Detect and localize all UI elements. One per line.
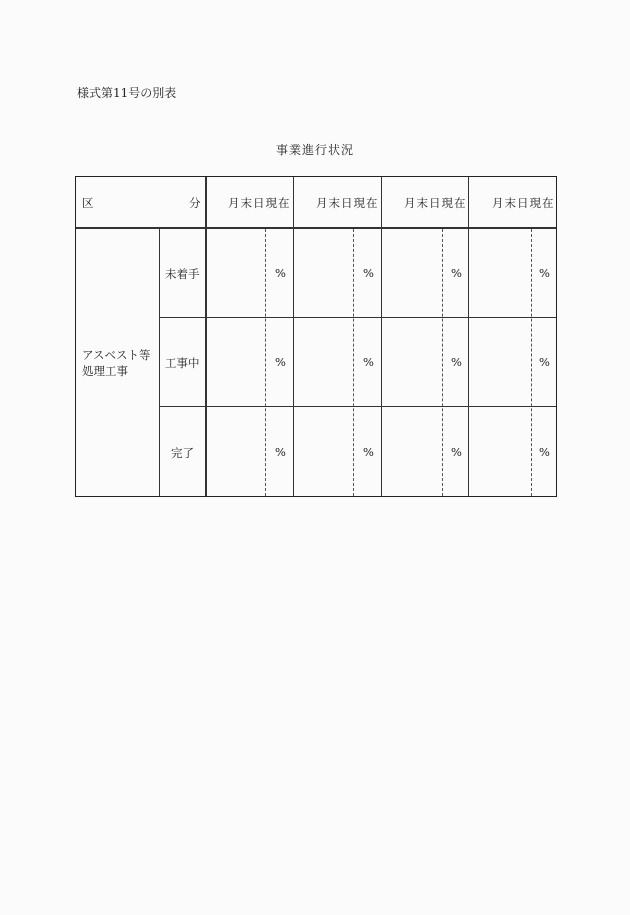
- header-period-3: 月末日現在: [404, 196, 467, 210]
- row-label-in-progress: 工事中: [165, 356, 200, 370]
- group-column-divider: [159, 228, 160, 496]
- header-period-2: 月末日現在: [316, 196, 379, 210]
- dashed-guide: [531, 229, 532, 496]
- percent-cell: %: [451, 445, 462, 459]
- period-column-divider: [468, 177, 469, 496]
- percent-cell: %: [363, 266, 374, 280]
- row-label-not-started: 未着手: [165, 267, 200, 281]
- form-number-label: 様式第11号の別表: [77, 86, 177, 100]
- percent-cell: %: [275, 355, 286, 369]
- row-divider: [159, 317, 556, 318]
- header-period-1: 月末日現在: [228, 196, 291, 210]
- percent-cell: %: [275, 445, 286, 459]
- progress-table: [75, 176, 557, 497]
- period-column-divider: [381, 177, 382, 496]
- header-category-left: 区: [82, 196, 95, 210]
- document-title: 事業進行状況: [275, 143, 354, 157]
- group-label-line-2: 処理工事: [82, 364, 128, 378]
- dashed-guide: [442, 229, 443, 496]
- row-divider: [159, 406, 556, 407]
- percent-cell: %: [275, 266, 286, 280]
- dashed-guide: [265, 229, 266, 496]
- dashed-guide: [353, 229, 354, 496]
- group-label-line-1: アスベスト等: [82, 348, 151, 362]
- percent-cell: %: [363, 445, 374, 459]
- period-column-divider: [293, 177, 294, 496]
- category-column-divider: [205, 177, 207, 496]
- header-bottom-rule: [76, 227, 556, 229]
- percent-cell: %: [363, 355, 374, 369]
- percent-cell: %: [451, 355, 462, 369]
- header-period-4: 月末日現在: [492, 196, 555, 210]
- percent-cell: %: [451, 266, 462, 280]
- percent-cell: %: [539, 266, 550, 280]
- row-label-completed: 完了: [171, 446, 194, 460]
- percent-cell: %: [539, 355, 550, 369]
- percent-cell: %: [539, 445, 550, 459]
- header-category-right: 分: [189, 196, 202, 210]
